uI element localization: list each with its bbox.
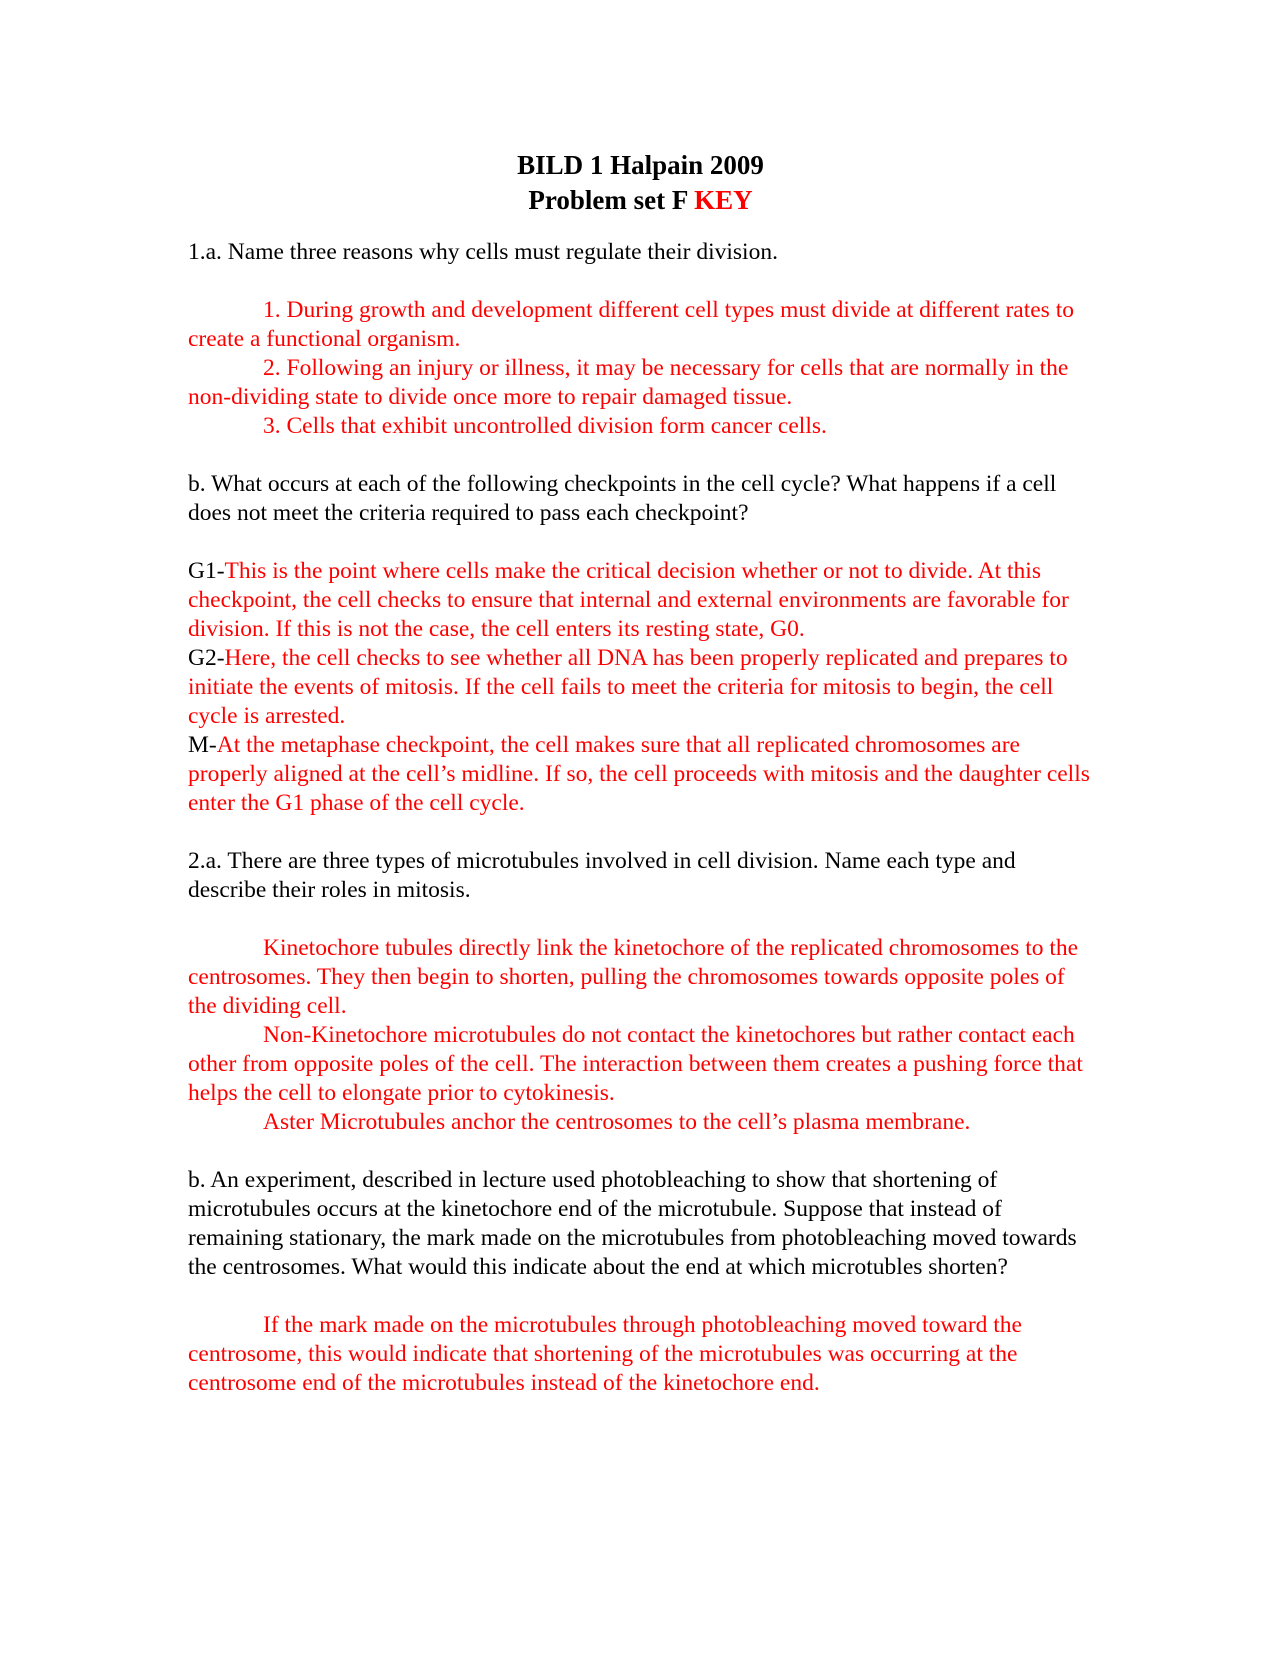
checkpoint-label-g1: G1- <box>188 558 225 584</box>
answer-1b-m <box>188 731 1093 818</box>
answer-1a-1: 1. During growth and development different cell types must divide at different rates to create a functional organism. <box>188 297 1074 352</box>
key-label: KEY <box>694 185 753 215</box>
question-1a: 1.a. Name three reasons why cells must regulate their division. <box>188 239 778 265</box>
document-content <box>188 148 1093 1398</box>
checkpoint-label-g2: G2- <box>188 645 225 671</box>
title-prefix: Problem set F <box>528 185 695 215</box>
answer-1b-g1 <box>188 557 1093 644</box>
answer-2a-2: Non-Kinetochore microtubules do not contact the kinetochores but rather contact each other from opposite poles of the cell. The interaction between them creates a pushing force that helps the cell to elongate prior to cytokinesis. <box>188 1022 1083 1106</box>
answer-2a-3: Aster Microtubules anchor the centrosomes to the cell’s plasma membrane. <box>263 1109 971 1135</box>
checkpoint-label-m: M- <box>188 732 217 758</box>
answer-1b-g2 <box>188 644 1093 731</box>
title-block <box>188 148 1093 218</box>
question-2a: 2.a. There are three types of microtubules involved in cell division. Name each type and describe their roles in mitosis. <box>188 848 1016 903</box>
question-2b: b. An experiment, described in lecture used photobleaching to show that shortening of microtubules occurs at the kinetochore end of the microtubule. Suppose that instead of remaining stationary, the mark made on the microtubules from photobleaching moved towards the centrosomes. What would this indicate about the end at which microtubles shorten? <box>188 1167 1077 1280</box>
checkpoint-text-g2: Here, the cell checks to see whether all DNA has been properly replicated and prepares to initiate the events of mitosis. If the cell fails to meet the criteria for mitosis to begin, the cell cycle is arrested. <box>188 645 1068 729</box>
answer-2b: If the mark made on the microtubules through photobleaching moved toward the centrosome, this would indicate that shortening of the microtubules was occurring at the centrosome end of the microtubules instead of the kinetochore end. <box>188 1312 1022 1396</box>
answer-1a-3: 3. Cells that exhibit uncontrolled division form cancer cells. <box>263 413 827 439</box>
title-line-1: BILD 1 Halpain 2009 <box>517 150 764 180</box>
checkpoint-text-m: At the metaphase checkpoint, the cell makes sure that all replicated chromosomes are properly aligned at the cell’s midline. If so, the cell proceeds with mitosis and the daughter cells enter the G1 phase of the cell cycle. <box>188 732 1090 816</box>
title-line-2 <box>188 183 1093 218</box>
checkpoint-text-g1: This is the point where cells make the critical decision whether or not to divide. At this checkpoint, the cell checks to ensure that internal and external environments are favorable for division. If this is not the case, the cell enters its resting state, G0. <box>188 558 1069 642</box>
question-1b: b. What occurs at each of the following checkpoints in the cell cycle? What happens if a cell does not meet the criteria required to pass each checkpoint? <box>188 471 1057 526</box>
answer-2a-1: Kinetochore tubules directly link the kinetochore of the replicated chromosomes to the centrosomes. They then begin to shorten, pulling the chromosomes towards opposite poles of the dividing cell. <box>188 935 1079 1019</box>
answer-1a-2: 2. Following an injury or illness, it may be necessary for cells that are normally in the non-dividing state to divide once more to repair damaged tissue. <box>188 355 1069 410</box>
